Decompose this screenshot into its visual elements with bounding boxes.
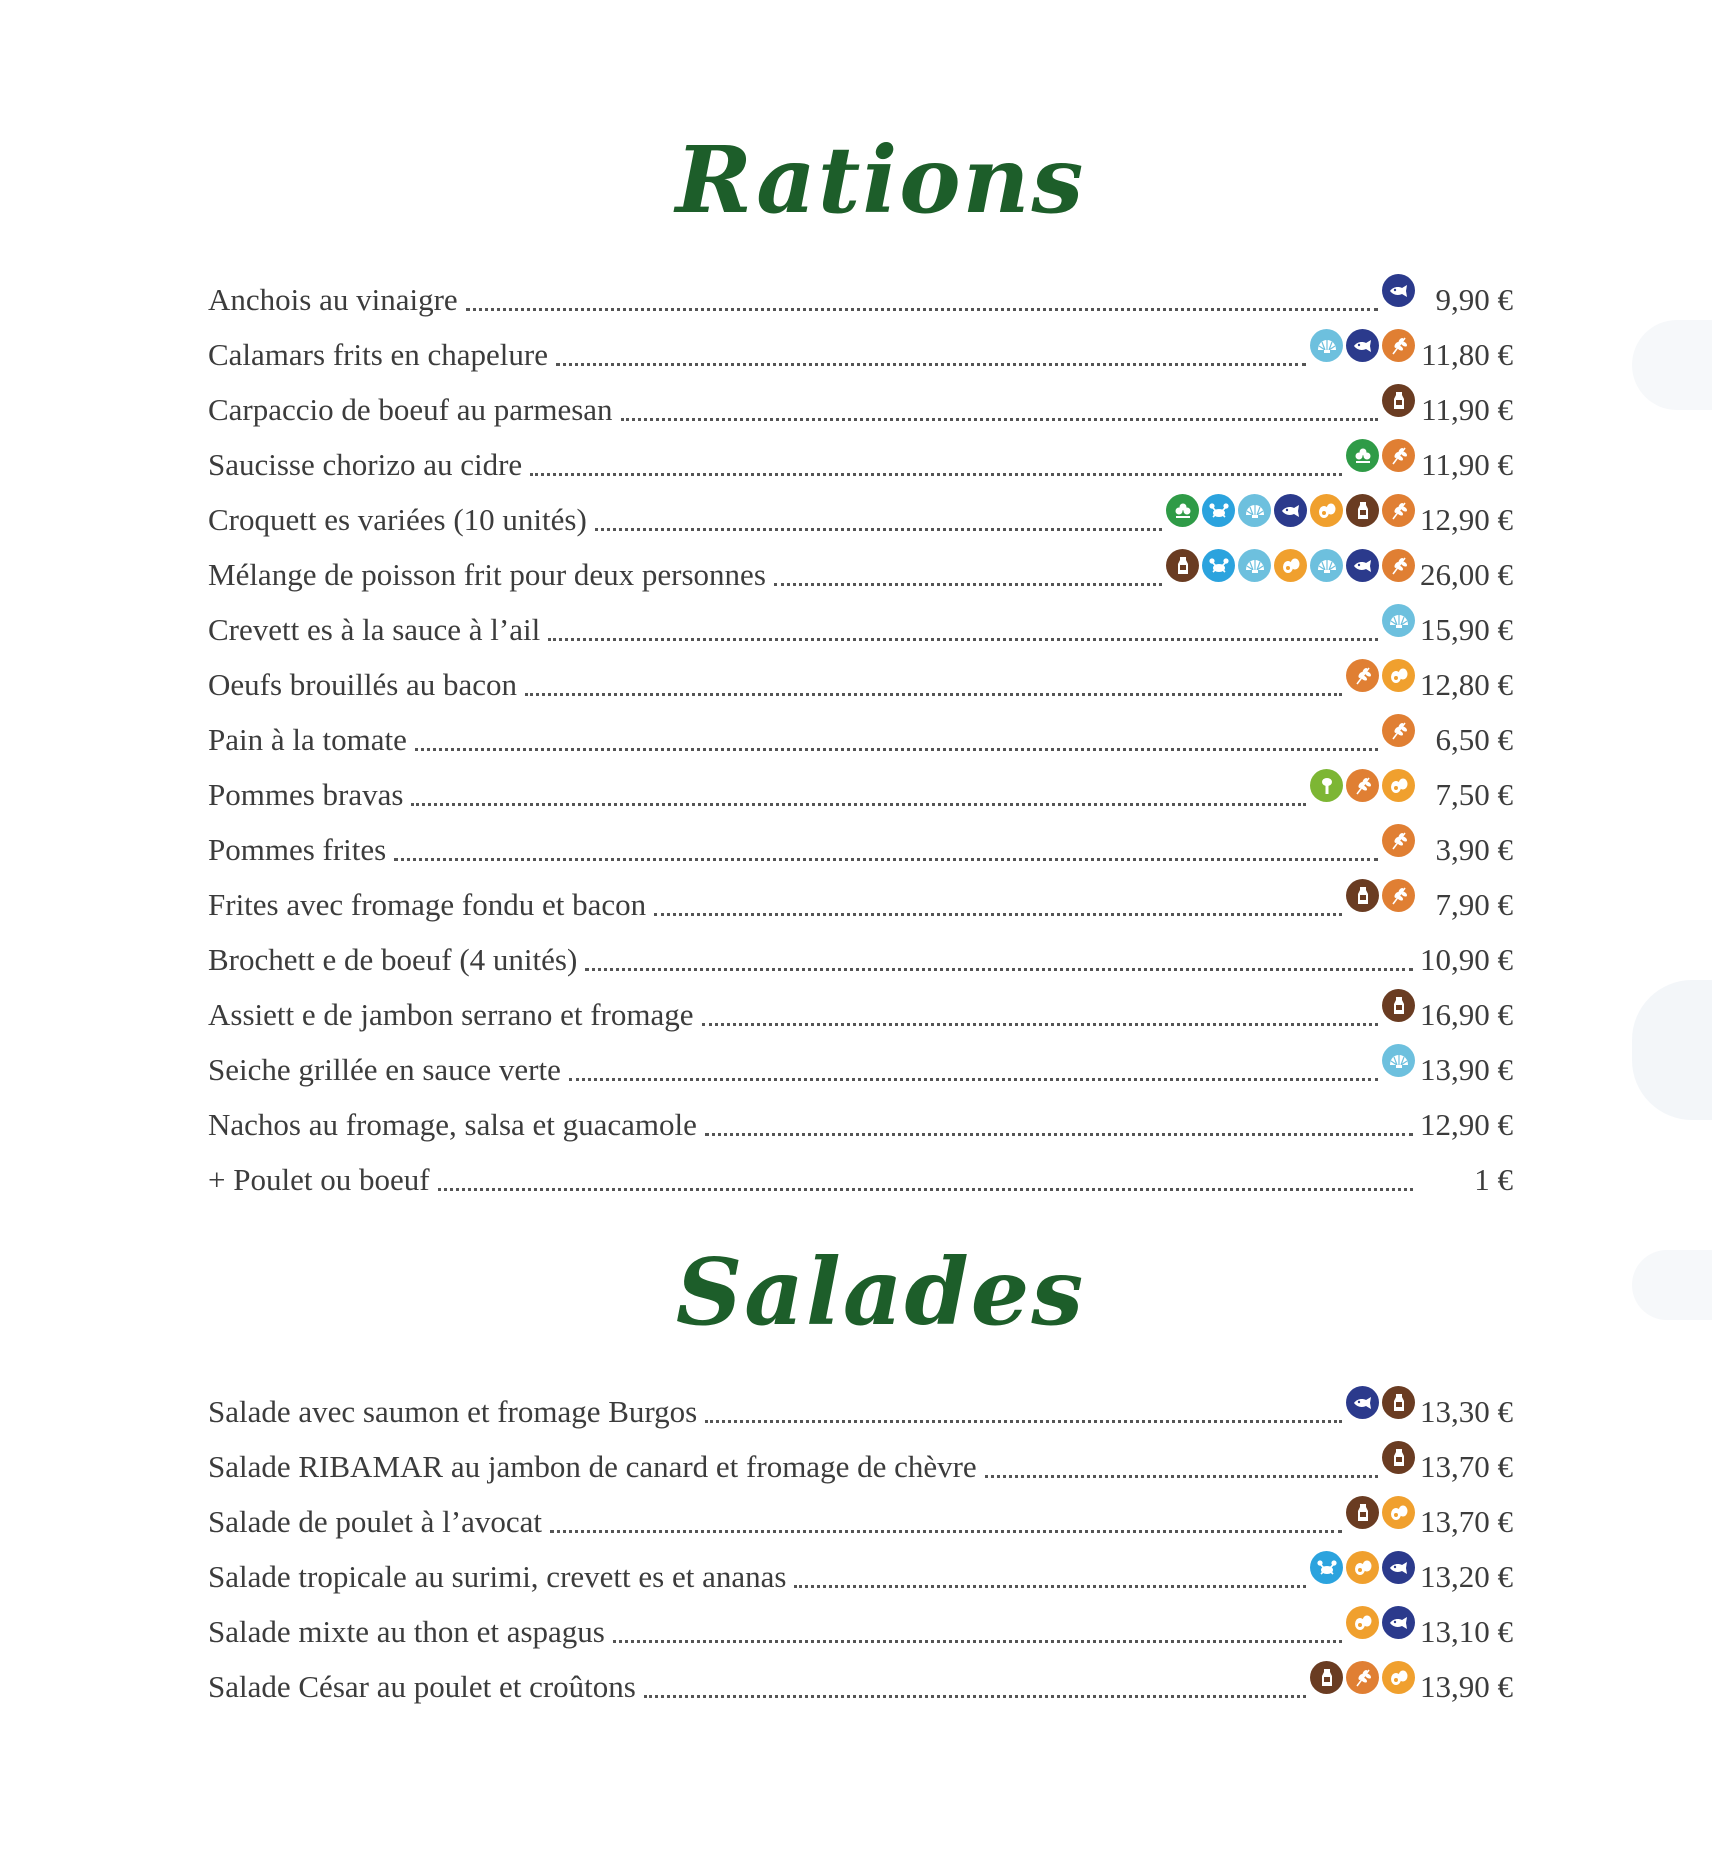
milk-allergen-icon	[1382, 989, 1415, 1022]
dot-leader	[569, 1077, 1378, 1081]
item-price: 13,10 €	[1420, 1614, 1513, 1649]
crustacean-allergen-icon	[1202, 549, 1235, 582]
gluten-allergen-icon	[1382, 329, 1415, 362]
milk-allergen-icon	[1346, 879, 1379, 912]
dot-leader	[985, 1474, 1378, 1478]
gluten-allergen-icon	[1382, 714, 1415, 747]
item-price: 10,90 €	[1420, 942, 1513, 977]
fish-allergen-icon	[1346, 549, 1379, 582]
allergen-icons	[1382, 1044, 1415, 1077]
item-name: + Poulet ou boeuf	[208, 1162, 430, 1197]
item-name: Pommes bravas	[208, 777, 404, 812]
mollusc-allergen-icon	[1310, 329, 1343, 362]
rations-menu-item	[208, 655, 1513, 710]
item-price: 13,70 €	[1420, 1504, 1513, 1539]
milk-allergen-icon	[1382, 384, 1415, 417]
mollusc-allergen-icon	[1382, 604, 1415, 637]
allergen-icons	[1310, 769, 1415, 802]
salades-menu-item	[208, 1492, 1513, 1547]
item-name: Salade César au poulet et croûtons	[208, 1669, 636, 1704]
dot-leader	[702, 1022, 1379, 1026]
rations-menu-item	[208, 270, 1513, 325]
item-price: 12,80 €	[1420, 667, 1513, 702]
item-name: Salade de poulet à l’avocat	[208, 1504, 542, 1539]
rations-menu-item	[208, 490, 1513, 545]
milk-allergen-icon	[1346, 494, 1379, 527]
item-name: Saucisse chorizo au cidre	[208, 447, 523, 482]
item-name: Pain à la tomate	[208, 722, 407, 757]
dot-leader	[438, 1187, 1413, 1191]
rations-menu-item	[208, 600, 1513, 655]
item-name: Nachos au fromage, salsa et guacamole	[208, 1107, 697, 1142]
allergen-icons	[1310, 1661, 1415, 1694]
allergen-icons	[1346, 1606, 1415, 1639]
rations-section	[208, 120, 1513, 1205]
allergen-icons	[1346, 1386, 1415, 1419]
allergen-icons	[1382, 714, 1415, 747]
rations-menu-item	[208, 985, 1513, 1040]
dot-leader	[794, 1584, 1306, 1588]
egg-allergen-icon	[1274, 549, 1307, 582]
dot-leader	[550, 1529, 1342, 1533]
rations-menu-item	[208, 820, 1513, 875]
allergen-icons	[1310, 329, 1415, 362]
salades-menu-item	[208, 1602, 1513, 1657]
allergen-icons	[1382, 1441, 1415, 1474]
item-price: 13,70 €	[1420, 1449, 1513, 1484]
gluten-allergen-icon	[1382, 824, 1415, 857]
rations-menu-item	[208, 875, 1513, 930]
rations-menu-item	[208, 1150, 1513, 1205]
salades-menu-item	[208, 1382, 1513, 1437]
dot-leader	[530, 472, 1342, 476]
item-price: 13,30 €	[1420, 1394, 1513, 1429]
mustard-allergen-icon	[1310, 769, 1343, 802]
mollusc-allergen-icon	[1238, 494, 1271, 527]
background-decoration	[1632, 320, 1712, 410]
fish-allergen-icon	[1382, 274, 1415, 307]
item-name: Frites avec fromage fondu et bacon	[208, 887, 647, 922]
fish-allergen-icon	[1382, 1551, 1415, 1584]
allergen-icons	[1346, 1496, 1415, 1529]
milk-allergen-icon	[1382, 1386, 1415, 1419]
allergen-icons	[1166, 549, 1415, 582]
item-price: 13,20 €	[1420, 1559, 1513, 1594]
rations-menu-item	[208, 435, 1513, 490]
dot-leader	[394, 857, 1378, 861]
item-name: Anchois au vinaigre	[208, 282, 458, 317]
fish-allergen-icon	[1382, 1606, 1415, 1639]
egg-allergen-icon	[1346, 1551, 1379, 1584]
item-price: 1 €	[1474, 1162, 1513, 1197]
rations-menu-item	[208, 380, 1513, 435]
milk-allergen-icon	[1346, 1496, 1379, 1529]
egg-allergen-icon	[1310, 494, 1343, 527]
gluten-allergen-icon	[1382, 879, 1415, 912]
item-price: 9,90 €	[1435, 282, 1513, 317]
dot-leader	[466, 307, 1378, 311]
item-name: Calamars frits en chapelure	[208, 337, 548, 372]
gluten-allergen-icon	[1346, 1661, 1379, 1694]
item-name: Assiett e de jambon serrano et fromage	[208, 997, 694, 1032]
background-decoration	[1632, 1250, 1712, 1320]
allergen-icons	[1346, 439, 1415, 472]
item-price: 16,90 €	[1420, 997, 1513, 1032]
allergen-icons	[1346, 879, 1415, 912]
dot-leader	[525, 692, 1342, 696]
gluten-allergen-icon	[1382, 549, 1415, 582]
salades-list	[208, 1382, 1513, 1712]
item-name: Seiche grillée en sauce verte	[208, 1052, 561, 1087]
fish-allergen-icon	[1346, 1386, 1379, 1419]
item-price: 15,90 €	[1420, 612, 1513, 647]
fish-allergen-icon	[1346, 329, 1379, 362]
dot-leader	[621, 417, 1378, 421]
milk-allergen-icon	[1310, 1661, 1343, 1694]
milk-allergen-icon	[1166, 549, 1199, 582]
rations-menu-item	[208, 1040, 1513, 1095]
item-price: 7,90 €	[1435, 887, 1513, 922]
dot-leader	[644, 1694, 1306, 1698]
salades-section	[208, 1232, 1513, 1712]
item-price: 13,90 €	[1420, 1052, 1513, 1087]
allergen-icons	[1382, 824, 1415, 857]
item-name: Salade mixte au thon et aspagus	[208, 1614, 605, 1649]
rations-menu-item	[208, 325, 1513, 380]
dot-leader	[613, 1639, 1342, 1643]
salades-menu-item	[208, 1657, 1513, 1712]
allergen-icons	[1382, 989, 1415, 1022]
egg-allergen-icon	[1382, 1496, 1415, 1529]
item-price: 11,90 €	[1421, 392, 1513, 427]
item-price: 11,80 €	[1421, 337, 1513, 372]
crustacean-allergen-icon	[1202, 494, 1235, 527]
item-name: Brochett e de boeuf (4 unités)	[208, 942, 578, 977]
salades-menu-item	[208, 1547, 1513, 1602]
item-price: 13,90 €	[1420, 1669, 1513, 1704]
dot-leader	[556, 362, 1306, 366]
rations-menu-item	[208, 1095, 1513, 1150]
allergen-icons	[1382, 384, 1415, 417]
item-name: Crevett es à la sauce à l’ail	[208, 612, 541, 647]
mollusc-allergen-icon	[1310, 549, 1343, 582]
dot-leader	[585, 967, 1413, 971]
dot-leader	[774, 582, 1162, 586]
dot-leader	[411, 802, 1306, 806]
egg-allergen-icon	[1346, 1606, 1379, 1639]
allergen-icons	[1382, 274, 1415, 307]
dot-leader	[654, 912, 1342, 916]
item-price: 3,90 €	[1435, 832, 1513, 867]
item-name: Salade RIBAMAR au jambon de canard et fromage de chèvre	[208, 1449, 977, 1484]
salades-title: Salades	[675, 1238, 1086, 1346]
allergen-icons	[1310, 1551, 1415, 1584]
allergen-icons	[1166, 494, 1415, 527]
allergen-icons	[1382, 604, 1415, 637]
background-decoration	[1632, 980, 1712, 1120]
rations-menu-item	[208, 930, 1513, 985]
gluten-allergen-icon	[1382, 439, 1415, 472]
crustacean-allergen-icon	[1310, 1551, 1343, 1584]
item-price: 7,50 €	[1435, 777, 1513, 812]
item-price: 26,00 €	[1420, 557, 1513, 592]
rations-list	[208, 270, 1513, 1205]
mollusc-allergen-icon	[1382, 1044, 1415, 1077]
salades-menu-item	[208, 1437, 1513, 1492]
egg-allergen-icon	[1382, 659, 1415, 692]
rations-menu-item	[208, 545, 1513, 600]
item-name: Croquett es variées (10 unités)	[208, 502, 587, 537]
item-price: 6,50 €	[1435, 722, 1513, 757]
gluten-allergen-icon	[1346, 659, 1379, 692]
egg-allergen-icon	[1382, 769, 1415, 802]
item-price: 12,90 €	[1420, 1107, 1513, 1142]
item-name: Salade avec saumon et fromage Burgos	[208, 1394, 698, 1429]
rations-menu-item	[208, 765, 1513, 820]
item-name: Oeufs brouillés au bacon	[208, 667, 518, 702]
mollusc-allergen-icon	[1238, 549, 1271, 582]
item-name: Pommes frites	[208, 832, 387, 867]
gluten-allergen-icon	[1346, 769, 1379, 802]
milk-allergen-icon	[1382, 1441, 1415, 1474]
item-name: Mélange de poisson frit pour deux personnes	[208, 557, 766, 592]
dot-leader	[705, 1419, 1342, 1423]
item-name: Carpaccio de boeuf au parmesan	[208, 392, 613, 427]
dot-leader	[705, 1132, 1413, 1136]
egg-allergen-icon	[1382, 1661, 1415, 1694]
item-price: 12,90 €	[1420, 502, 1513, 537]
dot-leader	[415, 747, 1378, 751]
item-name: Salade tropicale au surimi, crevett es et ananas	[208, 1559, 787, 1594]
item-price: 11,90 €	[1421, 447, 1513, 482]
dot-leader	[548, 637, 1378, 641]
gluten-allergen-icon	[1382, 494, 1415, 527]
celery-allergen-icon	[1166, 494, 1199, 527]
fish-allergen-icon	[1274, 494, 1307, 527]
celery-allergen-icon	[1346, 439, 1379, 472]
rations-menu-item	[208, 710, 1513, 765]
dot-leader	[595, 527, 1162, 531]
allergen-icons	[1346, 659, 1415, 692]
rations-title: Rations	[675, 126, 1086, 234]
